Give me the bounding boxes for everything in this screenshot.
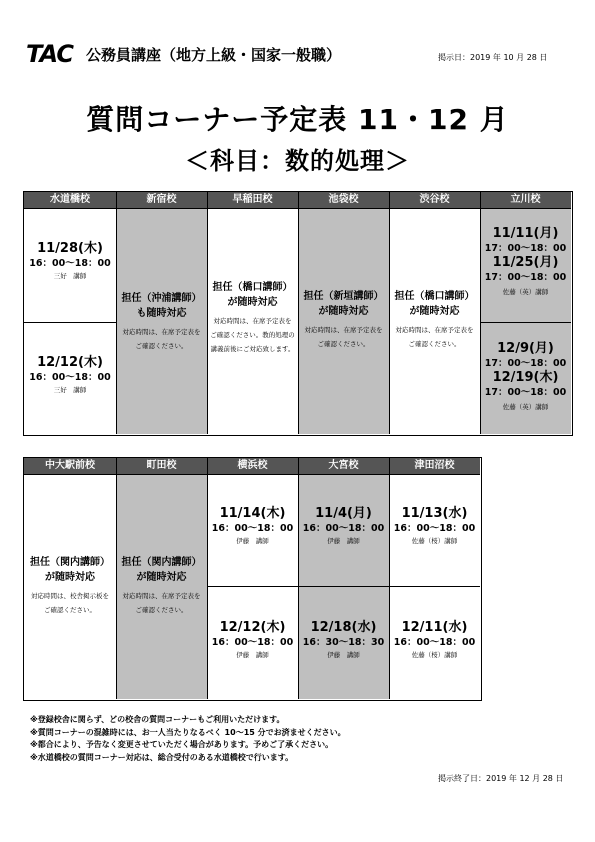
session-cell: [480, 341, 571, 413]
session-teacher: 佐藤（桜）講師: [411, 651, 458, 659]
page-subtitle: ＜科目：数的処理＞: [185, 147, 410, 175]
session-cell: [480, 226, 571, 298]
session-date: 12/18(水): [310, 620, 377, 635]
session-teacher: 三好 講師: [53, 386, 87, 394]
session-teacher: 佐藤（桜）講師: [411, 537, 458, 545]
session-date: 12/9(月): [497, 341, 554, 356]
homeroom-note: 講義前後にご対応致します。: [210, 345, 295, 353]
session-time: 17：00～18：00: [484, 243, 567, 254]
header-ikebukuro: 池袋校: [298, 192, 389, 208]
session-time: 16：00～18：00: [393, 523, 476, 534]
homeroom-note: 対応時間は、在席予定表を: [122, 592, 201, 600]
session-date: 12/12(木): [37, 355, 103, 370]
session-date: 11/25(月): [492, 255, 559, 270]
homeroom-note: ご確認ください。: [135, 342, 188, 350]
session-date: 12/12(木): [219, 620, 286, 635]
session-time: 16：00～18：00: [29, 258, 111, 269]
notes: [30, 714, 346, 764]
homeroom-cell: [298, 289, 389, 351]
session-date: 11/14(木): [219, 506, 286, 521]
note-line: ※水道橋校の質問コーナー対応は、総合受付のある水道橋校で行います。: [30, 752, 294, 762]
session-cell: [298, 620, 389, 661]
session-cell: [298, 506, 389, 547]
session-teacher: 伊藤 講師: [327, 537, 360, 545]
homeroom-note: 対応時間は、在席予定表を: [395, 326, 474, 334]
session-time: 16：00～18：00: [393, 637, 476, 648]
homeroom-note: 対応時間は、在席予定表を: [304, 326, 383, 334]
divider: [24, 322, 116, 323]
homeroom-teacher: 担任（橋口講師）: [394, 291, 475, 302]
divider: [24, 474, 480, 475]
homeroom-availability: が随時対応: [227, 297, 278, 308]
divider: [207, 458, 208, 699]
session-teacher: 伊藤 講師: [236, 537, 269, 545]
homeroom-teacher: 担任（新垣講師）: [303, 291, 384, 302]
header-tachikawa: 立川校: [480, 192, 571, 208]
header-chudai: 中大駅前校: [24, 458, 116, 474]
schedule-table-2: [23, 457, 482, 701]
homeroom-availability: が随時対応: [318, 306, 369, 317]
session-date: 11/11(月): [492, 226, 559, 241]
header-omiya: 大宮校: [298, 458, 389, 474]
session-time: 17：00～18：00: [484, 358, 567, 369]
tac-logo: TAC: [26, 40, 73, 68]
header-shibuya: 渋谷校: [389, 192, 480, 208]
homeroom-note: 対応時間は、在席予定表を: [122, 328, 201, 336]
homeroom-availability: が随時対応: [409, 306, 460, 317]
session-time: 16：00～18：00: [302, 523, 385, 534]
header-tsudanuma: 津田沼校: [389, 458, 480, 474]
homeroom-teacher: 担任（橋口講師）: [212, 282, 293, 293]
note-line: ※都合により、予告なく変更させていただく場合があります。予めご了承ください。: [30, 740, 334, 749]
homeroom-note: ご確認ください。: [44, 606, 96, 614]
homeroom-note: ご確認ください。: [135, 606, 188, 614]
homeroom-teacher: 担任（関内講師）: [30, 557, 110, 568]
session-cell: [207, 506, 298, 547]
note-line: ※質問コーナーの混雑時には、お一人当たりなるべく 10～15 分でお済ませください。: [30, 727, 346, 737]
homeroom-cell: [24, 555, 116, 617]
session-time: 16：00～18：00: [211, 523, 294, 534]
header-waseda: 早稲田校: [207, 192, 298, 208]
divider: [207, 586, 480, 587]
homeroom-availability: が随時対応: [136, 572, 187, 583]
homeroom-teacher: 担任（関内講師）: [121, 557, 202, 568]
session-cell: [389, 620, 480, 661]
homeroom-note: ご確認ください。教的処理の: [210, 331, 295, 339]
session-date: 12/11(水): [401, 620, 468, 635]
page-title: 質問コーナー予定表 11・12 月: [86, 103, 509, 136]
homeroom-availability: も随時対応: [136, 308, 187, 319]
session-cell: [24, 241, 116, 282]
note-line: ※登録校舎に関らず、どの校舎の質問コーナーもご利用いただけます。: [30, 715, 285, 724]
session-cell: [207, 620, 298, 661]
session-teacher: 三好 講師: [53, 272, 87, 280]
session-time: 17：00～18：00: [484, 387, 567, 398]
session-time: 16：30～18：30: [302, 637, 385, 648]
session-teacher: 佐藤（英）講師: [502, 288, 549, 296]
session-date: 11/4(月): [315, 506, 372, 521]
session-cell: [24, 355, 116, 396]
divider: [480, 322, 571, 323]
homeroom-note: ご確認ください。: [408, 340, 461, 348]
header-suidobashi: 水道橋校: [24, 192, 116, 208]
header-yokohama: 横浜校: [207, 458, 298, 474]
homeroom-note: 対応時間は、在席予定表を: [213, 317, 292, 325]
homeroom-note: 対応時間は、校舎掲示板を: [31, 592, 109, 600]
header-machida: 町田校: [116, 458, 207, 474]
posted-date: 掲示日：2019 年 10 月 28 日: [438, 53, 548, 62]
session-teacher: 伊藤 講師: [327, 651, 360, 659]
homeroom-note: ご確認ください。: [317, 340, 370, 348]
session-date: 11/28(木): [37, 241, 103, 256]
homeroom-cell: [389, 289, 480, 351]
divider: [298, 458, 299, 699]
session-teacher: 佐藤（英）講師: [502, 403, 549, 411]
homeroom-cell: [116, 555, 207, 617]
end-date: 掲示終了日：2019 年 12 月 28 日: [438, 774, 564, 783]
session-time: 16：00～18：00: [211, 637, 294, 648]
homeroom-cell: [116, 291, 207, 353]
session-cell: [389, 506, 480, 547]
session-time: 16：00～18：00: [29, 372, 111, 383]
homeroom-availability: が随時対応: [45, 572, 95, 583]
session-time: 17：00～18：00: [484, 272, 567, 283]
session-teacher: 伊藤 講師: [236, 651, 269, 659]
schedule-table-1: [23, 191, 573, 436]
divider: [389, 458, 390, 699]
homeroom-cell: [207, 280, 298, 356]
course-name: 公務員講座（地方上級・国家一般職）: [86, 46, 342, 64]
session-date: 12/19(木): [492, 370, 559, 385]
header-shinjuku: 新宿校: [116, 192, 207, 208]
session-date: 11/13(水): [401, 506, 468, 521]
homeroom-teacher: 担任（沖浦講師）: [121, 293, 202, 304]
